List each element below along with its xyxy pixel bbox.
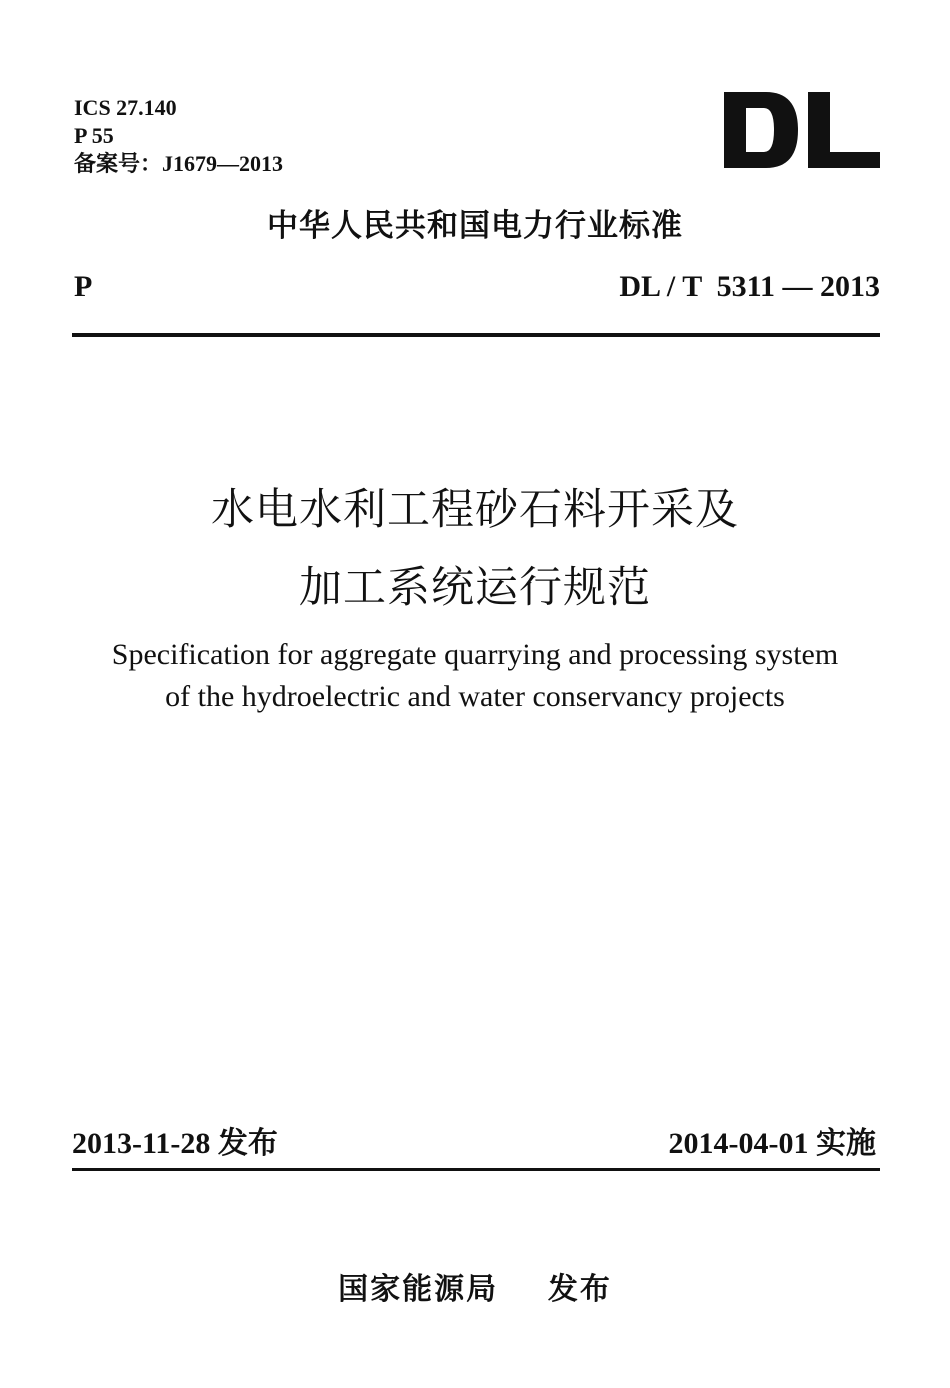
dl-logo [724,92,880,168]
publisher-line [0,1264,950,1308]
implement-info [669,1118,876,1162]
release-date: 2013-11-28 [72,1127,211,1160]
release-label: 发布 [217,1126,278,1161]
title-cn-line1: 水电水利工程砂石料开采及 [211,485,739,535]
industry-standard-heading: 中华人民共和国电力行业标准 [267,208,683,244]
filing-number: 备案号：J1679—2013 [74,151,284,176]
publisher-action: 发布 [547,1272,612,1307]
publisher-name: 国家能源局 [338,1272,499,1307]
title-en [0,634,950,718]
metadata-block [74,94,283,178]
release-info [72,1118,278,1162]
title-en-line1: Specification for aggregate quarrying and processing system [111,638,839,671]
title-en-line2: of the hydroelectric and water conservancy projects [165,680,785,713]
classification-letter: P [74,270,93,303]
standard-number: DL / T 5311 — 2013 [619,270,880,303]
category-code: P 55 [74,123,114,148]
title-cn-line2: 加工系统运行规范 [299,563,651,613]
implement-label: 实施 [816,1126,876,1161]
top-divider [72,333,880,337]
implement-date: 2014-04-01 [668,1127,809,1160]
ics-code: ICS 27.140 [74,95,177,120]
bottom-divider [72,1168,880,1171]
